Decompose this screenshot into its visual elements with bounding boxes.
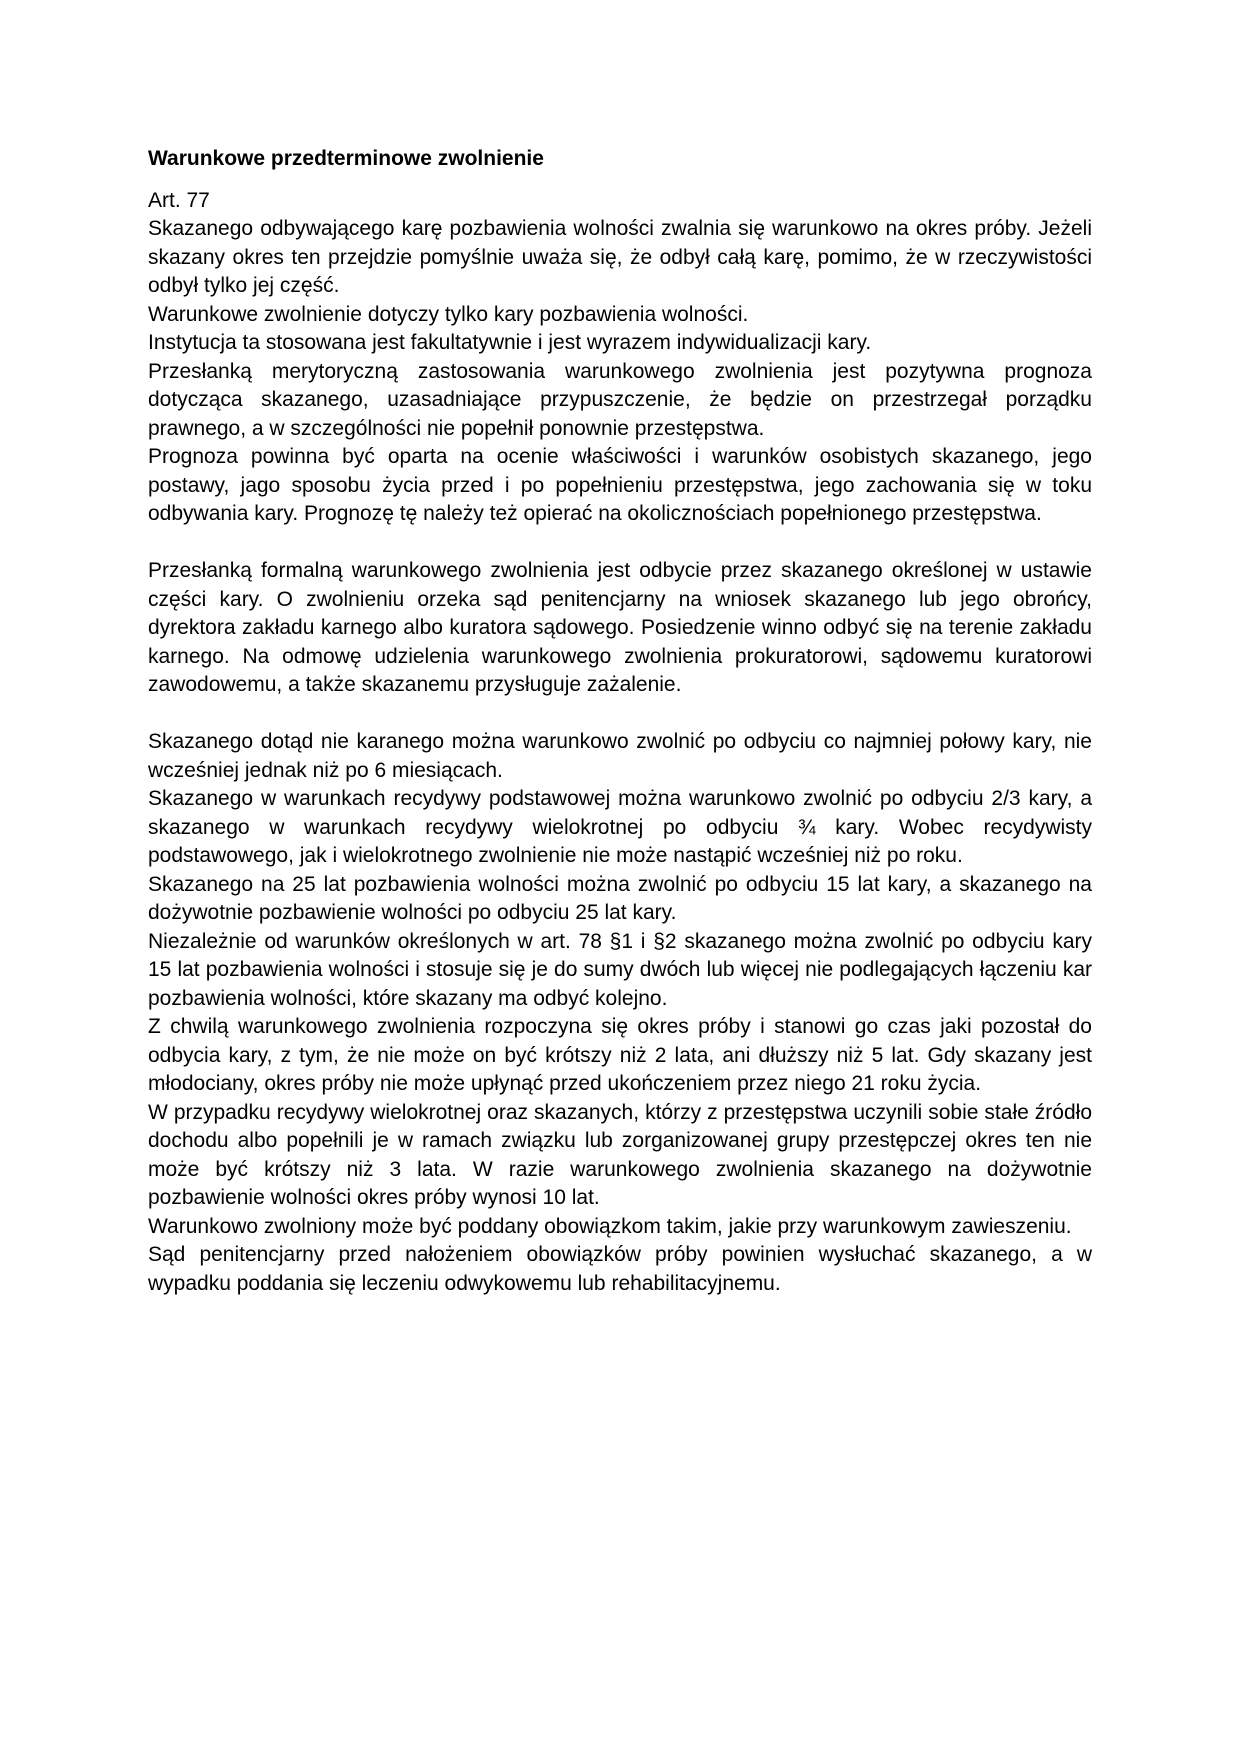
paragraph: Skazanego na 25 lat pozbawienia wolności można zwolnić po odbyciu 15 lat kary, a skazanego na dożywotnie pozbawienie wolności po odbyciu 25 lat kary. — [148, 872, 1092, 924]
paragraph: Przesłanką formalną warunkowego zwolnienia jest odbycie przez skazanego określonej w ustawie części kary. O zwolnieniu orzeka sąd penitencjarny na wniosek skazanego lub jego obrońcy, dyrektora zakładu karnego albo kuratora sądowego. Posiedzenie winno odbyć się na terenie zakładu karnego. Na odmowę udzielenia warunkowego zwolnienia prokuratorowi, sądowemu kuratorowi zawodowemu, a także skazanemu przysługuje zażalenie. — [148, 559, 1092, 696]
paragraph: Z chwilą warunkowego zwolnienia rozpoczyna się okres próby i stanowi go czas jaki pozostał do odbycia kary, z tym, że nie może on być krótszy niż 2 lata, ani dłuższy niż 5 lat. Gdy skazany jest młodociany, okres próby nie może upłynąć przed ukończeniem przez niego 21 roku życia. — [148, 1015, 1092, 1095]
paragraph: Skazanego dotąd nie karanego można warunkowo zwolnić po odbyciu co najmniej połowy kary, nie wcześniej jednak niż po 6 miesiącach. — [148, 730, 1092, 782]
paragraph: Skazanego w warunkach recydywy podstawowej można warunkowo zwolnić po odbyciu 2/3 kary, a skazanego w warunkach recydywy wielokrotnej po odbyciu ¾ kary. Wobec recydywisty podstawowego, jak i wielokrotnego zwolnienie nie może nastąpić wcześniej niż po roku. — [148, 787, 1092, 867]
paragraph: Prognoza powinna być oparta na ocenie właściwości i warunków osobistych skazanego, jego postawy, jago sposobu życia przed i po popełnieniu przestępstwa, jego zachowania się w toku odbywania kary. Prognozę tę należy też opierać na okolicznościach popełnionego przestępstwa. — [148, 445, 1092, 525]
paragraph-spacer — [148, 700, 1092, 729]
paragraph: W przypadku recydywy wielokrotnej oraz skazanych, którzy z przestępstwa uczynili sobie stałe źródło dochodu albo popełnili je w ramach związku lub zorganizowanej grupy przestępczej okres ten nie może być krótszy niż 3 lata. W razie warunkowego zwolnienia skazanego na dożywotnie pozbawienie wolności okres próby wynosi 10 lat. — [148, 1100, 1092, 1209]
document-title: Warunkowe przedterminowe zwolnienie — [148, 147, 544, 170]
paragraph: Warunkowe zwolnienie dotyczy tylko kary pozbawienia wolności. — [148, 302, 749, 326]
paragraph: Skazanego odbywającego karę pozbawienia wolności zwalnia się warunkowo na okres próby. Jeżeli skazany okres ten przejdzie pomyślnie uważa się, że odbył całą karę, pomimo, że w rzeczywistości odbył tylko jej część. — [148, 217, 1092, 297]
document-body — [148, 145, 1092, 1298]
paragraph: Sąd penitencjarny przed nałożeniem obowiązków próby powinien wysłuchać skazanego, a w wypadku poddania się leczeniu odwykowemu lub rehabilitacyjnemu. — [148, 1243, 1092, 1295]
article-heading: Art. 77 — [148, 189, 210, 212]
paragraph: Niezależnie od warunków określonych w art. 78 §1 i §2 skazanego można zwolnić po odbyciu kary 15 lat pozbawienia wolności i stosuje się je do sumy dwóch lub więcej nie podlegających łączeniu kar pozbawienia wolności, które skazany ma odbyć kolejno. — [148, 929, 1092, 1010]
paragraph: Instytucja ta stosowana jest fakultatywnie i jest wyrazem indywidualizacji kary. — [148, 331, 872, 354]
paragraph-spacer — [148, 529, 1092, 558]
paragraph: Przesłanką merytoryczną zastosowania warunkowego zwolnienia jest pozytywna prognoza dotycząca skazanego, uzasadniające przypuszczenie, że będzie on przestrzegał porządku prawnego, a w szczególności nie popełnił ponownie przestępstwa. — [148, 359, 1092, 440]
paragraph: Warunkowo zwolniony może być poddany obowiązkom takim, jakie przy warunkowym zawieszeniu. — [148, 1214, 1072, 1238]
